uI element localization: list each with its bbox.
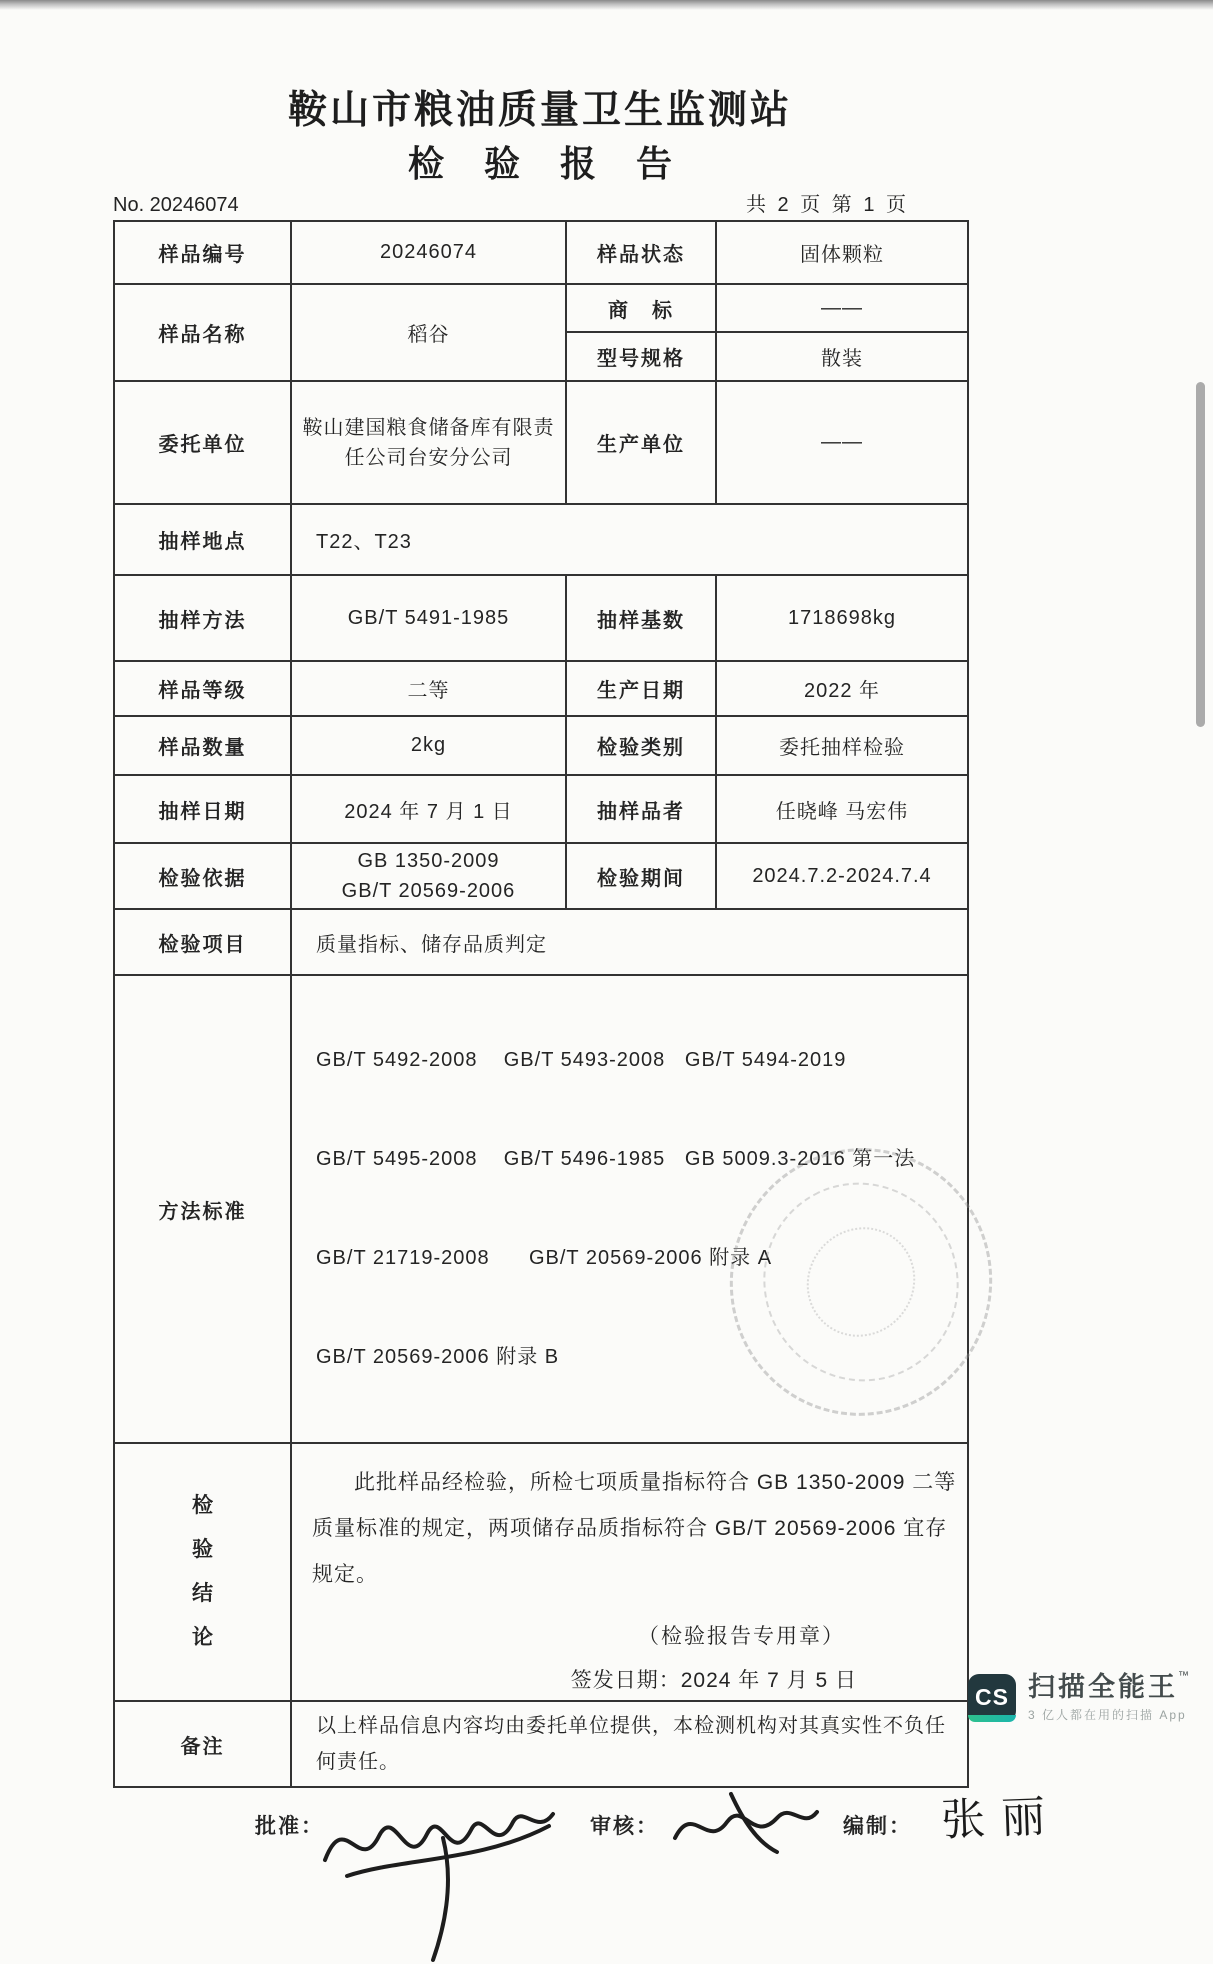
camscanner-watermark <box>968 1672 1189 1723</box>
sampling-place-label: 抽样地点 <box>114 504 291 575</box>
method-standards-line: GB/T 20569-2006 附录 B <box>316 1346 560 1368</box>
review-label: 审核： <box>590 1815 659 1838</box>
page-count: 共 2 页 第 1 页 <box>745 194 909 216</box>
organization-title: 鞍山市粮油质量卫生监测站 <box>287 89 792 132</box>
remark-value: 以上样品信息内容均由委托单位提供，本检测机构对其真实性不负任何责任。 <box>291 1701 968 1787</box>
sample-no-label: 样品编号 <box>114 221 291 284</box>
sample-name-value: 稻谷 <box>291 284 566 381</box>
prepare-signature: 张丽 <box>940 1791 1062 1846</box>
basis-line-1: GB 1350-2009 <box>357 850 500 872</box>
issue-date: 签发日期：2024 年 7 月 5 日 <box>570 1669 857 1692</box>
table-row <box>114 284 968 332</box>
table-row <box>114 575 968 661</box>
sampling-method-label: 抽样方法 <box>114 575 291 661</box>
production-date-label: 生产日期 <box>566 661 716 716</box>
signature-row <box>113 1791 1062 1868</box>
inspection-type-label: 检验类别 <box>566 716 716 775</box>
inspection-items-label: 检验项目 <box>114 909 291 975</box>
report-number-line <box>113 194 967 216</box>
table-row <box>114 1443 968 1701</box>
sample-state-label: 样品状态 <box>566 221 716 284</box>
inspection-basis-value <box>291 843 566 909</box>
trademark-symbol: ™ <box>1178 1670 1189 1682</box>
sampler-label: 抽样品者 <box>566 775 716 843</box>
client-value: 鞍山建国粮食储备库有限责任公司台安分公司 <box>291 381 566 504</box>
method-standards-line: GB/T 5495-2008 GB/T 5496-1985 GB 5009.3-2016 第一法 <box>316 1148 916 1170</box>
sample-name-label: 样品名称 <box>114 284 291 381</box>
trademark-value: —— <box>716 284 968 332</box>
report-number: No. 20246074 <box>113 194 239 216</box>
table-row <box>114 381 968 504</box>
method-standards-line: GB/T 5492-2008 GB/T 5493-2008 GB/T 5494-2019 <box>316 1049 847 1071</box>
camscanner-logo-text: CS <box>975 1684 1009 1710</box>
inspection-basis-label: 检验依据 <box>114 843 291 909</box>
sampling-method-value: GB/T 5491-1985 <box>291 575 566 661</box>
approve-signature <box>317 1764 567 1964</box>
conclusion-label: 检验结论 <box>114 1443 291 1701</box>
sampling-date-value: 2024 年 7 月 1 日 <box>291 775 566 843</box>
inspection-items-value: 质量指标、储存品质判定 <box>291 909 968 975</box>
stamp-note: （检验报告专用章） <box>638 1625 845 1648</box>
report-table <box>113 220 969 1788</box>
model-spec-value: 散装 <box>716 332 968 381</box>
trademark-label: 商 标 <box>566 284 716 332</box>
table-row <box>114 661 968 716</box>
inspection-period-label: 检验期间 <box>566 843 716 909</box>
table-row <box>114 221 968 284</box>
method-standards-label: 方法标准 <box>114 975 291 1443</box>
sample-no-value: 20246074 <box>291 221 566 284</box>
approve-label: 批准： <box>255 1815 324 1838</box>
report-title: 检验报告 <box>407 143 712 184</box>
scrollbar-thumb[interactable] <box>1196 382 1205 727</box>
inspection-period-value: 2024.7.2-2024.7.4 <box>716 843 968 909</box>
sampling-base-value: 1718698kg <box>716 575 968 661</box>
method-standards-line: GB/T 21719-2008 GB/T 20569-2006 附录 A <box>316 1247 773 1269</box>
producer-value: —— <box>716 381 968 504</box>
camscanner-brand-text: 扫描全能王 <box>1028 1672 1178 1702</box>
review-signature <box>665 1780 835 1875</box>
camscanner-tagline: 3 亿人都在用的扫描 App <box>1028 1708 1187 1722</box>
inspection-type-value: 委托抽样检验 <box>716 716 968 775</box>
table-row <box>114 975 968 1443</box>
table-row <box>114 775 968 843</box>
sampling-base-label: 抽样基数 <box>566 575 716 661</box>
basis-line-2: GB/T 20569-2006 <box>341 880 516 902</box>
client-label: 委托单位 <box>114 381 291 504</box>
table-row <box>114 716 968 775</box>
camscanner-logo-icon <box>968 1674 1016 1722</box>
sampling-date-label: 抽样日期 <box>114 775 291 843</box>
sample-qty-value: 2kg <box>291 716 566 775</box>
sample-grade-label: 样品等级 <box>114 661 291 716</box>
producer-label: 生产单位 <box>566 381 716 504</box>
sampling-place-value: T22、T23 <box>291 504 968 575</box>
table-row <box>114 909 968 975</box>
conclusion-text: 此批样品经检验，所检七项质量指标符合 GB 1350-2009 二等质量标准的规定，两项储存品质指标符合 GB/T 20569-2006 宜存规定。 <box>312 1471 957 1586</box>
table-row <box>114 843 968 909</box>
prepare-label: 编制： <box>843 1815 912 1838</box>
sampler-value: 任晓峰 马宏伟 <box>716 775 968 843</box>
method-standards-value <box>291 975 968 1443</box>
sample-grade-value: 二等 <box>291 661 566 716</box>
sample-qty-label: 样品数量 <box>114 716 291 775</box>
production-date-value: 2022 年 <box>716 661 968 716</box>
conclusion-cell <box>291 1443 968 1701</box>
table-row <box>114 504 968 575</box>
sample-state-value: 固体颗粒 <box>716 221 968 284</box>
remark-label: 备注 <box>114 1701 291 1787</box>
logo-green-strip <box>968 1715 1016 1722</box>
model-spec-label: 型号规格 <box>566 332 716 381</box>
